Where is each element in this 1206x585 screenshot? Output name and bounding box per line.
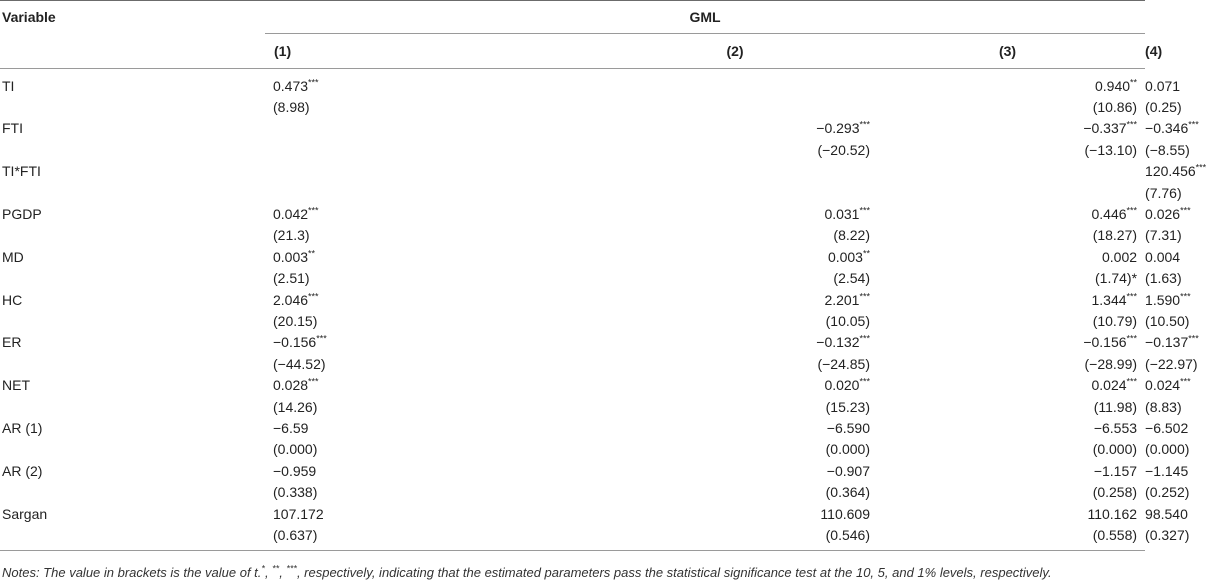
coefficient-value: 1.344: [1091, 291, 1127, 308]
significance-stars: ***: [1180, 290, 1191, 301]
cell-col-2: [600, 439, 870, 460]
table-row-statistic: [0, 225, 1145, 246]
statistic-value: (7.31): [1145, 227, 1182, 244]
table-row-statistic: [0, 268, 1145, 289]
cell-col-1: [265, 161, 600, 182]
cell-col-1: [265, 481, 600, 502]
coefficient-value: 120.456: [1145, 163, 1196, 180]
table-row-coefficient: [0, 417, 1145, 438]
statistic-value: (−13.10): [1084, 141, 1138, 158]
statistic-value: (0.558): [1092, 526, 1138, 543]
significance-stars: ***: [859, 376, 870, 387]
row-variable-label: [0, 524, 265, 550]
row-variable-label: HC: [2, 291, 23, 308]
cell-col-1: [265, 310, 600, 331]
cell-col-1: [265, 139, 600, 160]
row-variable-label: TI: [2, 77, 15, 94]
row-variable-label: PGDP: [2, 206, 42, 223]
coefficient-value: −0.156: [273, 334, 317, 351]
statistic-value: (−44.52): [273, 355, 326, 372]
row-variable-label: [0, 481, 265, 502]
significance-stars: **: [862, 248, 870, 259]
cell-col-3: [870, 96, 1145, 117]
table-row-statistic: [0, 96, 1145, 117]
significance-stars: ***: [1126, 376, 1138, 387]
header-row-columns: (1) (2) (3) (4): [0, 34, 1145, 69]
row-variable-label: FTI: [2, 120, 23, 137]
column-header-3: (3): [870, 34, 1145, 69]
coefficient-value: 0.473: [273, 77, 309, 94]
cell-col-3: [870, 268, 1145, 289]
cell-col-3: [870, 353, 1145, 374]
statistic-value: (8.98): [273, 99, 310, 116]
cell-col-2: [600, 182, 870, 203]
cell-col-3: [870, 139, 1145, 160]
statistic-value: (0.338): [273, 484, 318, 501]
significance-stars: ***: [308, 290, 319, 301]
coefficient-value: −0.346: [1145, 120, 1189, 137]
notes-text-start: Notes: The value in brackets is the value of t.: [2, 565, 262, 580]
significance-stars: ***: [316, 333, 327, 344]
cell-col-2: [600, 481, 870, 502]
cell-col-1: [265, 439, 600, 460]
coefficient-value: −0.337: [1083, 120, 1127, 137]
significance-stars: ***: [859, 205, 870, 216]
coefficient-value: 0.003: [827, 248, 863, 265]
coefficient-value: −0.959: [273, 462, 317, 479]
table-row-coefficient: [0, 289, 1145, 310]
statistic-value: (0.000): [1092, 441, 1138, 458]
row-variable-label: Sargan: [2, 505, 48, 522]
statistic-value: (8.83): [1145, 398, 1182, 415]
coefficient-value: −0.293: [816, 120, 860, 137]
cell-col-1: [265, 246, 600, 267]
table-row-statistic: [0, 139, 1145, 160]
gml-group-header: GML: [265, 1, 1145, 34]
statistic-value: (21.3): [273, 227, 310, 244]
notes-sep-2: ,: [279, 565, 287, 580]
statistic-value: (10.50): [1145, 312, 1190, 329]
table-row-coefficient: [0, 118, 1145, 139]
significance-stars: ***: [859, 290, 870, 301]
coefficient-value: 1.590: [1145, 291, 1181, 308]
coefficient-value: 0.024: [1145, 377, 1181, 394]
cell-col-2: [600, 268, 870, 289]
coefficient-value: 107.172: [273, 505, 324, 522]
cell-col-1: [265, 182, 600, 203]
significance-stars: ***: [1126, 333, 1138, 344]
statistic-value: (1.74)*: [1095, 270, 1138, 287]
cell-col-3: [870, 289, 1145, 310]
coefficient-value: 0.024: [1091, 377, 1127, 394]
statistic-value: (11.98): [1093, 398, 1138, 415]
cell-col-2: [600, 203, 870, 224]
row-variable-label: [0, 96, 265, 117]
statistic-value: (8.22): [833, 227, 870, 244]
row-variable-label: [0, 439, 265, 460]
cell-col-1: [265, 374, 600, 395]
significance-stars: ***: [859, 119, 870, 130]
cell-col-3: [870, 182, 1145, 203]
cell-col-2: [600, 524, 870, 550]
statistic-value: (−22.97): [1145, 355, 1198, 372]
cell-col-2: [600, 396, 870, 417]
cell-col-3: [870, 69, 1145, 97]
row-variable-label: [0, 182, 265, 203]
significance-stars: ***: [1126, 205, 1138, 216]
cell-col-3: [870, 524, 1145, 550]
cell-col-3: [870, 396, 1145, 417]
significance-stars: ***: [308, 376, 319, 387]
cell-col-2: [600, 374, 870, 395]
coefficient-value: −0.907: [826, 462, 870, 479]
cell-col-2: [600, 246, 870, 267]
cell-col-3: [870, 203, 1145, 224]
header-row-group: [0, 1, 1145, 34]
statistic-value: (0.637): [273, 526, 318, 543]
table-row-coefficient: [0, 503, 1145, 524]
statistic-value: (10.05): [825, 312, 870, 329]
notes-star-2: **: [272, 563, 280, 574]
row-variable-label: MD: [2, 248, 24, 265]
row-variable-label: AR (2): [2, 462, 43, 479]
cell-col-1: [265, 225, 600, 246]
table-row-coefficient: [0, 161, 1145, 182]
statistic-value: (15.23): [825, 398, 870, 415]
significance-stars: ***: [308, 205, 319, 216]
row-variable-label: [0, 139, 265, 160]
cell-col-2: [600, 289, 870, 310]
significance-stars: ***: [1126, 290, 1138, 301]
coefficient-value: −1.157: [1093, 462, 1138, 479]
statistic-value: (10.86): [1092, 99, 1138, 116]
table-row-statistic: [0, 310, 1145, 331]
statistic-value: (−20.52): [817, 141, 870, 158]
significance-stars: ***: [1180, 376, 1191, 387]
statistic-value: (0.000): [273, 441, 318, 458]
cell-col-2: [600, 417, 870, 438]
cell-col-3: [870, 225, 1145, 246]
statistic-value: (−24.85): [817, 355, 870, 372]
coefficient-value: 98.540: [1145, 505, 1188, 522]
cell-col-2: [600, 161, 870, 182]
significance-stars: ***: [1126, 119, 1138, 130]
coefficient-value: −0.137: [1145, 334, 1189, 351]
cell-col-1: [265, 96, 600, 117]
cell-col-2: [600, 69, 870, 97]
cell-col-3: [870, 417, 1145, 438]
column-header-1: (1): [265, 34, 600, 69]
cell-col-1: [265, 69, 600, 97]
coefficient-value: 0.446: [1091, 206, 1127, 223]
cell-col-1: [265, 503, 600, 524]
significance-stars: **: [308, 248, 316, 259]
notes-text-end: , respectively, indicating that the estimated parameters pass the statistical significance test at the 10, 5, and 1% levels, respectively.: [296, 565, 1052, 580]
significance-stars: ***: [859, 333, 870, 344]
cell-col-3: [870, 332, 1145, 353]
cell-col-2: [600, 353, 870, 374]
coefficient-value: −1.145: [1145, 462, 1189, 479]
column-header-2: (2): [600, 34, 870, 69]
variable-column-header: Variable: [0, 1, 265, 34]
notes-star-1: *: [261, 563, 265, 574]
cell-col-1: [265, 332, 600, 353]
table-row-coefficient: [0, 460, 1145, 481]
statistic-value: (18.27): [1092, 227, 1138, 244]
statistic-value: (0.364): [825, 484, 870, 501]
row-variable-label: [0, 353, 265, 374]
row-variable-label: AR (1): [2, 419, 43, 436]
coefficient-value: 0.004: [1145, 248, 1181, 265]
statistic-value: (0.258): [1092, 484, 1138, 501]
coefficient-value: 0.071: [1145, 77, 1181, 94]
coefficient-value: −6.553: [1093, 419, 1138, 436]
row-variable-label: [0, 268, 265, 289]
cell-col-2: [600, 225, 870, 246]
cell-col-1: [265, 460, 600, 481]
cell-col-3: [870, 374, 1145, 395]
cell-col-1: [265, 203, 600, 224]
table-row-statistic: [0, 524, 1145, 550]
cell-col-2: [600, 310, 870, 331]
cell-col-1: [265, 524, 600, 550]
statistic-value: (0.327): [1145, 526, 1190, 543]
statistic-value: (−28.99): [1084, 355, 1138, 372]
table-row-statistic: [0, 182, 1145, 203]
cell-col-2: [600, 139, 870, 160]
statistic-value: (0.252): [1145, 484, 1190, 501]
coefficient-value: 110.162: [1087, 505, 1138, 522]
cell-col-2: [600, 118, 870, 139]
cell-col-1: [265, 118, 600, 139]
significance-stars: ***: [308, 77, 319, 88]
row-variable-label: ER: [2, 334, 22, 351]
statistic-value: (2.51): [273, 270, 310, 287]
table-row-coefficient: [0, 246, 1145, 267]
coefficient-value: 0.002: [1102, 248, 1138, 265]
table-row-coefficient: [0, 203, 1145, 224]
table-row-coefficient: [0, 332, 1145, 353]
significance-stars: ***: [1195, 162, 1206, 173]
coefficient-value: 0.028: [273, 377, 309, 394]
table-header: [0, 1, 1163, 69]
statistic-value: (0.25): [1145, 99, 1182, 116]
table-row-coefficient: [0, 69, 1145, 97]
significance-stars: **: [1130, 77, 1138, 88]
table-row-statistic: [0, 481, 1145, 502]
statistic-value: (10.79): [1092, 312, 1138, 329]
statistic-value: (7.76): [1145, 184, 1182, 201]
coefficient-value: −0.156: [1083, 334, 1127, 351]
statistic-value: (14.26): [273, 398, 318, 415]
statistic-value: (2.54): [833, 270, 870, 287]
cell-col-1: [265, 289, 600, 310]
cell-col-1: [265, 417, 600, 438]
coefficient-value: 0.940: [1094, 77, 1131, 94]
cell-col-3: [870, 460, 1145, 481]
coefficient-value: 0.042: [273, 206, 309, 223]
cell-col-2: [600, 460, 870, 481]
statistic-value: (1.63): [1145, 270, 1182, 287]
statistic-value: (−8.55): [1145, 141, 1190, 158]
cell-col-3: [870, 118, 1145, 139]
table-body: [0, 69, 1206, 551]
cell-col-2: [600, 503, 870, 524]
table-row-statistic: [0, 353, 1145, 374]
row-variable-label: [0, 396, 265, 417]
cell-col-3: [870, 161, 1145, 182]
cell-col-1: [265, 353, 600, 374]
coefficient-value: −6.590: [826, 419, 870, 436]
cell-col-1: [265, 396, 600, 417]
cell-col-3: [870, 310, 1145, 331]
coefficient-value: 110.609: [820, 505, 870, 522]
coefficient-value: 0.031: [824, 206, 860, 223]
coefficient-value: 2.046: [273, 291, 309, 308]
coefficient-value: −0.132: [816, 334, 860, 351]
table-row-statistic: [0, 396, 1145, 417]
notes-star-3: ***: [286, 563, 297, 574]
significance-stars: ***: [1180, 205, 1191, 216]
coefficient-value: −6.59: [273, 419, 309, 436]
cell-col-3: [870, 439, 1145, 460]
coefficient-value: 0.003: [273, 248, 309, 265]
blank-header-cell: [0, 34, 265, 69]
row-variable-label: NET: [2, 377, 30, 394]
row-variable-label: [0, 310, 265, 331]
notes-sep-1: ,: [264, 565, 273, 580]
statistic-value: (0.546): [825, 526, 870, 543]
significance-stars: ***: [1188, 333, 1199, 344]
cell-col-2: [600, 96, 870, 117]
table-row-statistic: [0, 439, 1145, 460]
cell-col-3: [870, 481, 1145, 502]
row-variable-label: [0, 225, 265, 246]
cell-col-3: [870, 246, 1145, 267]
cell-col-2: [600, 332, 870, 353]
row-variable-label: TI*FTI: [2, 163, 41, 180]
table-row-coefficient: [0, 374, 1145, 395]
coefficient-value: 0.026: [1145, 206, 1181, 223]
coefficient-value: −6.502: [1145, 419, 1189, 436]
coefficient-value: 0.020: [824, 377, 860, 394]
coefficient-value: 2.201: [824, 291, 860, 308]
statistic-value: (0.000): [825, 441, 870, 458]
cell-col-1: [265, 268, 600, 289]
statistic-value: (20.15): [273, 312, 318, 329]
significance-stars: ***: [1188, 119, 1199, 130]
statistic-value: (0.000): [1145, 441, 1190, 458]
table-notes: [2, 565, 1052, 580]
cell-col-3: [870, 503, 1145, 524]
